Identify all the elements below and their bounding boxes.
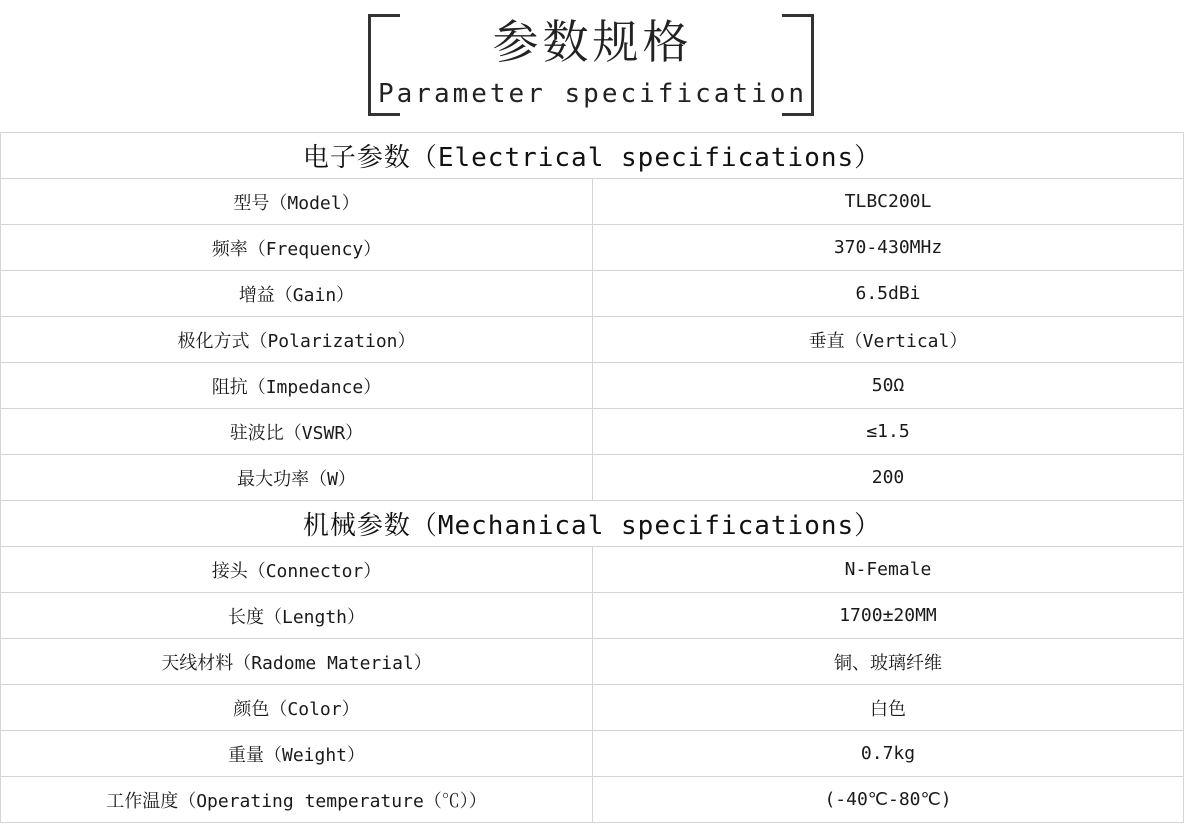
table-row	[1, 639, 1184, 685]
table-row	[1, 179, 1184, 225]
spec-label: 天线材料（Radome Material）	[1, 639, 593, 685]
spec-value: 铜、玻璃纤维	[593, 639, 1184, 685]
spec-value: ≤1.5	[593, 409, 1184, 455]
spec-label: 颜色（Color）	[1, 685, 593, 731]
spec-label: 极化方式（Polarization）	[1, 317, 593, 363]
page-title-english: Parameter specification	[377, 79, 808, 109]
spec-value: (-40℃-80℃)	[593, 777, 1184, 823]
spec-value: 白色	[593, 685, 1184, 731]
table-row	[1, 777, 1184, 823]
spec-label: 驻波比（VSWR）	[1, 409, 593, 455]
table-row	[1, 455, 1184, 501]
section-heading-mechanical: 机械参数（Mechanical specifications）	[1, 501, 1184, 547]
spec-label: 工作温度（Operating temperature（℃））	[1, 777, 593, 823]
spec-label: 接头（Connector）	[1, 547, 593, 593]
spec-label: 重量（Weight）	[1, 731, 593, 777]
spec-value: N-Female	[593, 547, 1184, 593]
spec-label: 最大功率（W）	[1, 455, 593, 501]
spec-value: 1700±20MM	[593, 593, 1184, 639]
spec-label: 频率（Frequency）	[1, 225, 593, 271]
spec-value: 6.5dBi	[593, 271, 1184, 317]
spec-label: 型号（Model）	[1, 179, 593, 225]
spec-value: 50Ω	[593, 363, 1184, 409]
spec-label: 增益（Gain）	[1, 271, 593, 317]
spec-value: TLBC200L	[593, 179, 1184, 225]
section-heading-electrical: 电子参数（Electrical specifications）	[1, 133, 1184, 179]
table-row	[1, 593, 1184, 639]
spec-value: 370-430MHz	[593, 225, 1184, 271]
spec-label: 长度（Length）	[1, 593, 593, 639]
table-row	[1, 409, 1184, 455]
table-row	[1, 685, 1184, 731]
table-row	[1, 731, 1184, 777]
spec-label: 阻抗（Impedance）	[1, 363, 593, 409]
page-title-chinese: 参数规格	[492, 15, 693, 69]
spec-value: 0.7kg	[593, 731, 1184, 777]
table-row	[1, 363, 1184, 409]
spec-value: 200	[593, 455, 1184, 501]
table-row	[1, 271, 1184, 317]
table-row	[1, 317, 1184, 363]
table-row	[1, 547, 1184, 593]
spec-value: 垂直（Vertical）	[593, 317, 1184, 363]
table-row	[1, 225, 1184, 271]
section-row-mechanical	[1, 501, 1184, 547]
section-row-electrical	[1, 133, 1184, 179]
specification-table	[0, 132, 1184, 823]
spec-header	[0, 0, 1185, 132]
